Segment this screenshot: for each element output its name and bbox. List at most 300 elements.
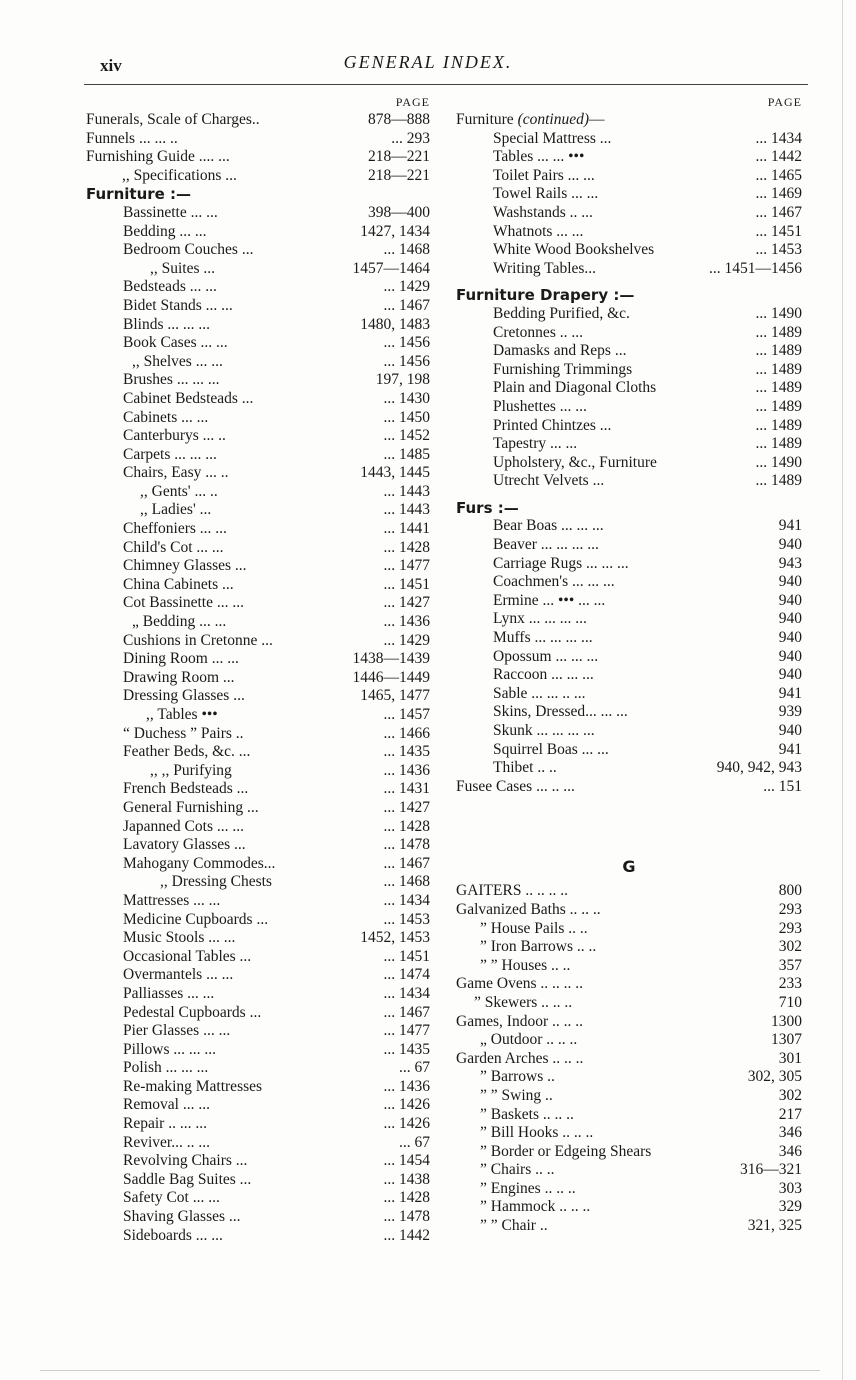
entry-page: 940	[775, 648, 802, 667]
index-entry	[86, 316, 430, 335]
entry-label: Palliasses ... ...	[123, 984, 215, 1002]
entry-page: ... 1426	[380, 1115, 431, 1134]
entry-page: ... 1428	[380, 539, 431, 558]
entry-label: Child's Cot ... ...	[123, 538, 224, 556]
index-heading	[456, 499, 802, 518]
entry-page: 197, 198	[372, 371, 430, 390]
entry-page: ... 1467	[380, 297, 431, 316]
index-entry	[86, 873, 430, 892]
entry-label: Bedding ... ...	[123, 222, 207, 240]
entry-label: Mahogany Commodes...	[123, 854, 276, 872]
index-entry	[456, 1013, 802, 1032]
entry-label: ” Chairs .. ..	[480, 1161, 555, 1179]
entry-page: ... 1477	[380, 557, 431, 576]
entry-label: Cabinets ... ...	[123, 408, 209, 426]
index-entry	[456, 610, 802, 629]
index-entry	[86, 1227, 430, 1246]
entry-page: 321, 325	[744, 1217, 802, 1236]
index-entry	[456, 1106, 802, 1125]
entry-page: 218—221	[364, 148, 430, 167]
header-rule	[84, 84, 808, 85]
entry-label: Plushettes ... ...	[493, 397, 587, 415]
entry-page: 710	[775, 994, 802, 1013]
index-entry	[456, 741, 802, 760]
index-entry	[86, 855, 430, 874]
entry-page: ... 293	[387, 130, 430, 149]
entry-page: 329	[775, 1198, 802, 1217]
index-entry	[86, 725, 430, 744]
index-entry	[456, 1217, 802, 1236]
entry-page: ... 1490	[752, 454, 803, 473]
entry-label: Upholstery, &c., Furniture	[493, 453, 657, 471]
index-entry	[86, 409, 430, 428]
running-header	[0, 48, 856, 80]
entry-label: Revolving Chairs ...	[123, 1152, 248, 1170]
index-entry	[86, 278, 430, 297]
entry-label: Shaving Glasses ...	[123, 1208, 241, 1226]
index-entry	[456, 379, 802, 398]
entry-label: Medicine Cupboards ...	[123, 910, 269, 928]
index-entry	[86, 836, 430, 855]
entry-page: ... 1456	[380, 353, 431, 372]
index-entry	[86, 706, 430, 725]
entry-label: Furnishing Guide .... ...	[86, 148, 230, 166]
entry-label: Sideboards ... ...	[123, 1226, 223, 1244]
entry-label: Squirrel Boas ... ...	[493, 740, 609, 758]
index-entry	[86, 632, 430, 651]
entry-page: ... 1451	[380, 576, 431, 595]
entry-page: ... 1442	[380, 1227, 431, 1246]
entry-page: ... 1428	[380, 818, 431, 837]
entry-label: Cot Bassinette ... ...	[123, 594, 244, 612]
entry-page: 302	[775, 1087, 802, 1106]
index-entry	[456, 241, 802, 260]
entry-label: Plain and Diagonal Cloths	[493, 379, 657, 397]
section-gap	[456, 278, 802, 286]
entry-label: Muffs ... ... ... ...	[493, 629, 593, 647]
entry-page: 301	[775, 1050, 802, 1069]
entry-label: Feather Beds, &c. ...	[123, 743, 251, 761]
entry-page: ... 1436	[380, 613, 431, 632]
index-entry	[86, 111, 430, 130]
entry-label: Coachmen's ... ... ...	[493, 573, 615, 591]
index-entry	[86, 1078, 430, 1097]
entry-page: ... 1451—1456	[705, 260, 802, 279]
entry-page: ... 1468	[380, 241, 431, 260]
entry-label: Cushions in Cretonne ...	[123, 631, 273, 649]
index-entry	[86, 1041, 430, 1060]
entry-label: Overmantels ... ...	[123, 966, 234, 984]
index-entry	[456, 975, 802, 994]
page-column-label: PAGE	[395, 95, 430, 109]
entry-label: ,, Gents' ... ..	[140, 482, 218, 500]
index-entry	[456, 573, 802, 592]
entry-page: ... 1443	[380, 501, 431, 520]
index-entry	[456, 472, 802, 491]
entry-label: Bedsteads ... ...	[123, 278, 217, 296]
index-entry	[86, 501, 430, 520]
entry-label: Polish ... ... ...	[123, 1059, 209, 1077]
entry-label: Bedroom Couches ...	[123, 241, 254, 259]
index-entry	[86, 148, 430, 167]
index-entry	[456, 1161, 802, 1180]
index-entry	[456, 1124, 802, 1143]
entry-page: 940	[775, 536, 802, 555]
index-entry	[86, 334, 430, 353]
entry-page: ... 1456	[380, 334, 431, 353]
entry-label: Pedestal Cupboards ...	[123, 1003, 262, 1021]
index-entry	[456, 417, 802, 436]
index-entry	[86, 687, 430, 706]
index-entry	[456, 536, 802, 555]
index-entry	[86, 427, 430, 446]
entry-page: ... 1438	[380, 1171, 431, 1190]
entry-page: ... 1477	[380, 1022, 431, 1041]
entry-label: Carpets ... ... ...	[123, 445, 217, 463]
index-entry	[456, 685, 802, 704]
entry-page: ... 1467	[752, 204, 803, 223]
index-entry	[86, 911, 430, 930]
section-letter: G	[622, 857, 636, 877]
entry-page: ... 1469	[752, 185, 803, 204]
index-entry	[86, 539, 430, 558]
entry-label: Removal ... ...	[123, 1096, 210, 1114]
bottom-rule	[40, 1370, 820, 1371]
entry-label: ,, ,, Purifying	[150, 761, 232, 779]
index-entry	[86, 446, 430, 465]
right-index-column	[456, 94, 802, 1236]
index-entry	[86, 390, 430, 409]
entry-label: Cabinet Bedsteads ...	[123, 389, 254, 407]
entry-label: White Wood Bookshelves	[493, 241, 655, 259]
entry-label: ” Engines .. .. ..	[480, 1179, 576, 1197]
entry-label: Writing Tables...	[493, 259, 597, 277]
entry-label: Carriage Rugs ... ... ...	[493, 554, 629, 572]
entry-page: 398—400	[364, 204, 430, 223]
index-entry	[86, 260, 430, 279]
index-entry	[456, 759, 802, 778]
index-entry	[86, 1059, 430, 1078]
entry-page: ... 67	[395, 1059, 430, 1078]
index-entry	[86, 966, 430, 985]
index-entry	[86, 1022, 430, 1041]
entry-page: ... 1430	[380, 390, 431, 409]
entry-page: 940	[775, 666, 802, 685]
index-entry	[456, 130, 802, 149]
entry-label: General Furnishing ...	[123, 798, 259, 816]
entry-label: GAITERS .. .. .. ..	[456, 882, 568, 900]
index-entry	[456, 1087, 802, 1106]
index-entry	[456, 592, 802, 611]
entry-page: ... 1436	[380, 1078, 431, 1097]
entry-page: ... 1441	[380, 520, 431, 539]
index-entry	[86, 948, 430, 967]
entry-page: ... 1436	[380, 762, 431, 781]
entry-page: 940	[775, 573, 802, 592]
index-entry	[456, 1198, 802, 1217]
index-entry	[86, 1134, 430, 1153]
entry-page: ... 1485	[380, 446, 431, 465]
entry-label: ” Border or Edgeing Shears	[480, 1142, 652, 1160]
page-edge	[842, 0, 843, 1380]
entry-page: 1427, 1434	[356, 223, 430, 242]
index-entry	[86, 650, 430, 669]
entry-label: Repair .. ... ...	[123, 1115, 207, 1133]
index-entry	[456, 398, 802, 417]
index-entry	[456, 555, 802, 574]
entry-label: ,, Tables •••	[146, 706, 218, 723]
index-entry	[86, 223, 430, 242]
entry-page: ... 1467	[380, 1004, 431, 1023]
index-entry	[456, 1143, 802, 1162]
entry-label: Beaver ... ... ... ...	[493, 536, 599, 554]
entry-label: ” ” Swing ..	[480, 1086, 553, 1104]
entry-label: Funnels ... ... ..	[86, 129, 178, 147]
index-entry	[86, 818, 430, 837]
entry-page: ... 1489	[752, 417, 803, 436]
entry-page: 1452, 1453	[356, 929, 430, 948]
entry-page: 1443, 1445	[356, 464, 430, 483]
entry-label: Garden Arches .. .. ..	[456, 1049, 584, 1067]
index-entry	[86, 669, 430, 688]
entry-page: ... 1489	[752, 435, 803, 454]
entry-label: Tapestry ... ...	[493, 435, 578, 453]
index-entry	[86, 464, 430, 483]
entry-page: 940	[775, 722, 802, 741]
entry-page: ... 1453	[752, 241, 803, 260]
index-heading	[456, 286, 802, 305]
entry-label: „ Outdoor .. .. ..	[480, 1031, 578, 1049]
index-entry	[456, 223, 802, 242]
index-entry	[456, 1180, 802, 1199]
entry-label: Reviver... .. ...	[123, 1133, 210, 1151]
entry-page: ... 1489	[752, 472, 803, 491]
entry-page: 940	[775, 592, 802, 611]
entry-label: Ermine ... ••• ... ...	[493, 591, 606, 609]
entry-page: 941	[775, 685, 802, 704]
entry-page: ... 1489	[752, 379, 803, 398]
index-entry	[456, 778, 802, 797]
index-entry	[86, 1189, 430, 1208]
entry-page: ... 1478	[380, 1208, 431, 1227]
entry-page: ... 1489	[752, 324, 803, 343]
index-entry	[86, 1152, 430, 1171]
entry-page: ... 1467	[380, 855, 431, 874]
entry-label: Skunk ... ... ... ...	[493, 722, 595, 739]
index-entry	[456, 1050, 802, 1069]
entry-label: Thibet .. ..	[493, 759, 557, 777]
entry-label: Furniture Drapery :—	[456, 286, 635, 305]
entry-label: Bedding Purified, &c.	[493, 304, 630, 322]
entry-page: 943	[775, 555, 802, 574]
entry-page: 357	[775, 957, 802, 976]
entry-label: Pier Glasses ... ...	[123, 1022, 231, 1040]
entry-label: Galvanized Baths .. .. ..	[456, 900, 601, 918]
entry-page: ... 151	[759, 778, 802, 797]
index-entry	[86, 167, 430, 186]
entry-page: 878—888	[364, 111, 430, 130]
entry-page: 1300	[767, 1013, 802, 1032]
index-entry	[86, 799, 430, 818]
index-entry	[86, 371, 430, 390]
entry-page: ... 1442	[752, 148, 803, 167]
index-entry	[86, 130, 430, 149]
entry-page: ... 1431	[380, 780, 431, 799]
index-entry	[86, 762, 430, 781]
index-entry	[456, 167, 802, 186]
index-entry	[86, 557, 430, 576]
index-entry	[86, 985, 430, 1004]
index-entry	[86, 1171, 430, 1190]
index-entry	[86, 204, 430, 223]
entry-page: ... 1452	[380, 427, 431, 446]
entry-label: Safety Cot ... ...	[123, 1189, 220, 1207]
entry-label: Fusee Cases ... .. ...	[456, 777, 575, 795]
entry-page: 1480, 1483	[356, 316, 430, 335]
entry-page: ... 1429	[380, 632, 431, 651]
entry-page: ... 1429	[380, 278, 431, 297]
entry-label: Bear Boas ... ... ...	[493, 517, 604, 535]
entry-page: 218—221	[364, 167, 430, 186]
entry-label: „ Bedding ... ...	[132, 613, 227, 631]
entry-label: Washstands .. ...	[493, 203, 593, 221]
entry-label: Dining Room ... ...	[123, 650, 239, 668]
entry-label: Raccoon ... ... ...	[493, 666, 594, 684]
entry-label: Book Cases ... ...	[123, 334, 228, 352]
index-entry	[456, 148, 802, 167]
entry-label: Cretonnes .. ...	[493, 323, 583, 341]
entry-label: Chairs, Easy ... ..	[123, 464, 229, 482]
index-entry	[86, 483, 430, 502]
entry-page: 233	[775, 975, 802, 994]
entry-label: Skins, Dressed... ... ...	[493, 703, 628, 721]
index-entry	[456, 882, 802, 901]
page-column-label: PAGE	[767, 95, 802, 109]
entry-label: Occasional Tables ...	[123, 947, 252, 965]
entry-page: ... 1468	[380, 873, 431, 892]
entry-page: 293	[775, 901, 802, 920]
index-entry	[86, 1004, 430, 1023]
entry-page: ... 1435	[380, 743, 431, 762]
entry-page: 316—321	[736, 1161, 802, 1180]
entry-label: ,, Ladies' ...	[140, 501, 212, 519]
index-entry	[86, 520, 430, 539]
section-gap	[456, 796, 802, 852]
entry-page: ... 1427	[380, 594, 431, 613]
entry-label: Tables ... ... •••	[493, 148, 585, 166]
entry-page: ... 1474	[380, 966, 431, 985]
entry-label: Printed Chintzes ...	[493, 416, 612, 434]
entry-label: ” Iron Barrows .. ..	[480, 938, 597, 956]
entry-page: ... 1434	[380, 985, 431, 1004]
entry-label: Furniture (continued)—	[456, 111, 605, 128]
index-entry	[456, 938, 802, 957]
entry-page: 302	[775, 938, 802, 957]
entry-page: 1307	[767, 1031, 802, 1050]
entry-page: ... 1450	[380, 409, 431, 428]
entry-page: ... 1454	[380, 1152, 431, 1171]
index-entry	[456, 629, 802, 648]
index-heading	[86, 185, 430, 204]
entry-page: ... 1435	[380, 1041, 431, 1060]
entry-page: ... 1434	[752, 130, 803, 149]
index-entry	[456, 648, 802, 667]
index-entry	[456, 204, 802, 223]
index-entry	[456, 435, 802, 454]
entry-page: ... 1489	[752, 398, 803, 417]
index-entry	[456, 324, 802, 343]
index-entry	[456, 361, 802, 380]
entry-label: Utrecht Velvets ...	[493, 472, 605, 490]
entry-page: 1465, 1477	[356, 687, 430, 706]
index-entry	[86, 613, 430, 632]
index-entry	[456, 957, 802, 976]
entry-page: 941	[775, 517, 802, 536]
entry-label: ” Baskets .. .. ..	[480, 1105, 574, 1123]
index-entry	[86, 1208, 430, 1227]
entry-label: Special Mattress ...	[493, 129, 612, 147]
index-entry	[456, 260, 802, 279]
index-entry	[456, 666, 802, 685]
entry-label: Brushes ... ... ...	[123, 371, 220, 389]
entry-page: 800	[775, 882, 802, 901]
entry-page: 940	[775, 629, 802, 648]
index-entry	[86, 297, 430, 316]
entry-label: Music Stools ... ...	[123, 929, 236, 947]
entry-label: ” ” Houses .. ..	[480, 956, 571, 974]
entry-label: Lynx ... ... ... ...	[493, 610, 587, 628]
index-entry	[86, 743, 430, 762]
entry-label: Re-making Mattresses	[123, 1077, 263, 1095]
entry-page: ... 67	[395, 1134, 430, 1153]
entry-label: ” Barrows ..	[480, 1068, 555, 1086]
entry-label: ,, Specifications ...	[122, 166, 237, 184]
entry-page: ... 1490	[752, 305, 803, 324]
index-entry	[86, 929, 430, 948]
entry-page: ... 1466	[380, 725, 431, 744]
entry-label: Games, Indoor .. .. ..	[456, 1012, 583, 1030]
entry-label: Game Ovens .. .. .. ..	[456, 975, 583, 993]
entry-page: 1457—1464	[349, 260, 431, 279]
index-entry	[86, 594, 430, 613]
entry-page: ... 1426	[380, 1096, 431, 1115]
index-entry	[86, 780, 430, 799]
left-index-column	[86, 94, 430, 1245]
entry-label: Blinds ... ... ...	[123, 315, 210, 333]
index-entry	[456, 703, 802, 722]
entry-page: ... 1478	[380, 836, 431, 855]
entry-label: ” Hammock .. .. ..	[480, 1198, 591, 1216]
entry-label: “ Duchess ” Pairs ..	[123, 724, 244, 742]
entry-page: ... 1465	[752, 167, 803, 186]
entry-label: ” House Pails .. ..	[480, 919, 588, 937]
index-entry	[456, 1068, 802, 1087]
entry-label: Furniture :—	[86, 185, 192, 204]
entry-label: Lavatory Glasses ...	[123, 836, 246, 854]
entry-page: 1438—1439	[349, 650, 431, 669]
entry-page: ... 1453	[380, 911, 431, 930]
entry-page: 941	[775, 741, 802, 760]
entry-label: ” ” Chair ..	[480, 1217, 548, 1235]
index-entry	[456, 994, 802, 1013]
entry-page: 302, 305	[744, 1068, 802, 1087]
entry-label: ,, Dressing Chests	[160, 873, 272, 891]
entry-page: ... 1451	[380, 948, 431, 967]
entry-label: Cheffoniers ... ...	[123, 520, 227, 538]
entry-label: ” Skewers .. .. ..	[474, 993, 573, 1011]
entry-page: 346	[775, 1143, 802, 1162]
entry-label: Furs :—	[456, 498, 519, 517]
